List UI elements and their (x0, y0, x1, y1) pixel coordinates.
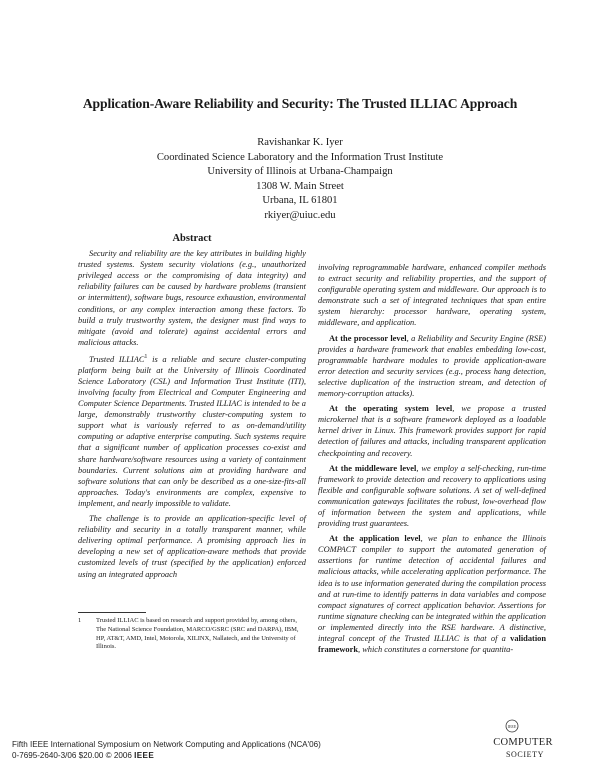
body-paragraph-application: At the application level, we plan to enhance the Illinois COMPACT compiler to support the automated generation of assertions for runtime detection of accidental failures and malicious attacks, while accelerating application performance. The idea is to use information generated during the compilation process and at run-time to identify patterns in data variables and compose compact signatures of correct application behavior. Assertions for runtime signature checking can be integrated within the application or implemented directly into the RSE hardware. A distinctive, integral concept of the Trusted ILLIAC is that of a validation framework, which constitutes a cornerstone for quantita- (318, 534, 546, 655)
footnote-marker: 1 (144, 353, 148, 360)
author-name: Ravishankar K. Iyer (257, 137, 343, 148)
footnote-number: 1 (78, 617, 82, 624)
conference-line: Fifth IEEE International Symposium on Network Computing and Applications (NCA'06) (12, 740, 321, 749)
author-university: University of Illinois at Urbana-Champaign (207, 166, 393, 177)
author-affiliation: Coordinated Science Laboratory and the Information Trust Institute (156, 151, 444, 163)
isbn-line: 0-7695-2640-3/06 $20.00 © 2006 IEEE (12, 751, 155, 760)
body-paragraph-processor: At the processor level, a Reliability and Security Engine (RSE) provides a hardware framework that enables embedding low-cost, programmable hardware modules to provide application-aware error detection and security services (e.g., process hang detection, selective duplication of the instruction stream, and detection of memory-corruption attacks). (318, 333, 546, 399)
author-block (0, 136, 600, 223)
abstract-heading: Abstract (172, 233, 212, 244)
abstract-paragraph-1: Security and reliability are the key attributes in building highly trusted systems. System security violations (e.g., unauthorized privileged access or the compromising of data integrity) and reliability failures can be caused by hardware problems (transient or intermittent), software bugs, resource exhaustion, environmental conditions, or any complex interaction among these factors. To build a truly trustworthy system, the designer must find ways to mitigate (avoid and tolerate) against accidental errors and malicious attacks. (78, 249, 306, 347)
abstract-paragraph-3: The challenge is to provide an application-specific level of reliability and security in a totally transparent manner, while delivering optimal performance. A promising approach lies in developing a new set of application-aware methods that provide customized levels of trust (specified by the application) enforced using an integrated approach (78, 514, 306, 579)
left-column (78, 233, 306, 580)
footnote (78, 617, 306, 652)
ieee-mark: IEEE (134, 751, 155, 760)
body-paragraph-os: At the operating system level, we propose a trusted microkernel that is a software framework deployed as a loadable kernel driver in Linux. This framework provides support for rapid detection of failures and attacks, including transparent application checkpointing and recovery. (318, 404, 546, 458)
footnote-text: Trusted ILLIAC is based on research and support provided by, among others, The National Science Foundation, MARCO/GSRC (SRC and DARPA), IBM, HP, AT&T, AMD, Intel, Motorola, XILINX, Nallatech, and the University of Illinois. (96, 617, 299, 651)
logo-main-text: COMPUTER (493, 737, 553, 748)
logo-top-text: IEEE (507, 724, 517, 729)
body-paragraph-continued: involving reprogrammable hardware, enhanced compiler methods to extract security and reliability properties, and the support of configurable operating system and middleware. Our approach is to demonstrate such a set of integrated techniques that span entire system hierarchy: processor hardware, operating system, middleware, and application. (318, 263, 546, 328)
body-paragraph-middleware: At the middleware level, we employ a self-checking, run-time framework to provide detection and recovery to applications using flexible and configurable software solutions. A set of well-defined communication gateways facilitates the robust, low-overhead flow of information between the system and applications, while providing trust guarantees. (318, 463, 546, 529)
author-city: Urbana, IL 61801 (262, 195, 338, 206)
page-footer (12, 739, 321, 761)
computer-society-logo (492, 717, 554, 767)
author-email: rkiyer@uiuc.edu (264, 209, 336, 221)
logo-sub-text: SOCIETY (506, 750, 544, 759)
paper-title: Application-Aware Reliability and Security: The Trusted ILLIAC Approach (82, 96, 518, 111)
abstract-paragraph-2: Trusted ILLIAC$^1$ is a reliable and secure cluster-computing platform being built at the University of Illinois Coordinated Science Laboratory (CSL) and Information Trust Institute (ITI), involving faculty from Electrical and Computer Engineering and Computer Science Departments. Trusted ILLIAC is intended to be a large, demonstrably trustworthy cluster-computing system to support what is variously referred to as on-demand/utility computing or adaptive enterprise computing. Such systems require that a significant number of application processes co-exist and share hardware/software resources using a variety of containment boundaries. Current solutions aim at providing hardware and software solutions that can only be described as a one-size-fits-all approaches. Today's environments are complex, expensive to implement, and nearly impossible to validate. (78, 353, 306, 508)
footnote-divider (78, 612, 146, 613)
author-street: 1308 W. Main Street (256, 180, 344, 192)
right-column (318, 262, 546, 655)
